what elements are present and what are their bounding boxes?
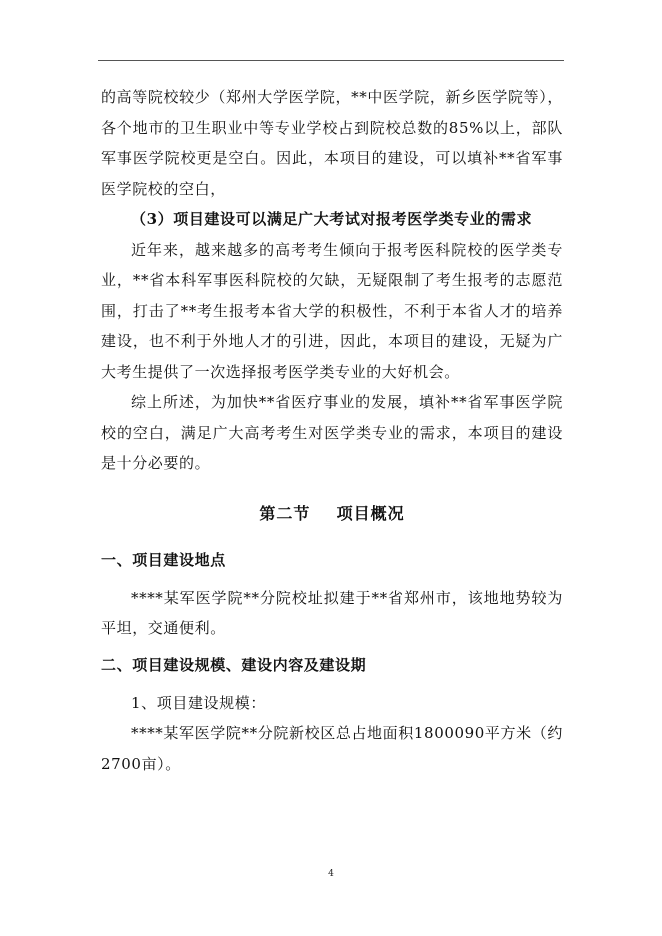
section-title: 第二节 项目概况	[259, 503, 405, 523]
document-page	[101, 82, 563, 779]
subheading-project-scale: 1、项目建设规模：	[131, 693, 266, 712]
paragraph-project-scale: ****某军医学院**分院新校区总占地面积1800090平方米（约2700亩）。	[101, 724, 563, 773]
heading-project-scale: 二、项目建设规模、建设内容及建设期	[101, 655, 367, 674]
paragraph-summary: 综上所述，为加快**省医疗事业的发展，填补**省军事医学院校的空白，满足广大高考考生对医学类专业的需求，本项目的建设是十分必要的。	[101, 393, 563, 472]
paragraph-project-location: ****某军医学院**分院校址拟建于**省郑州市，该地地势较为平坦，交通便利。	[101, 588, 563, 637]
paragraph-intro: 的高等院校较少（郑州大学医学院，**中医学院，新乡医学院等），各个地市的卫生职业中等专业学校占到院校总数的85%以上，部队军事医学院校更是空白。因此，本项目的建设，可以填补**省军事医学院校的空白，	[101, 88, 563, 198]
heading-project-location: 一、项目建设地点	[101, 550, 226, 569]
header-rule	[98, 60, 564, 61]
page-number: 4	[328, 869, 334, 879]
subheading-item-3: （3）项目建设可以满足广大考试对报考医学类专业的需求	[131, 210, 533, 228]
paragraph-recent-years: 近年来，越来越多的高考考生倾向于报考医科院校的医学类专业，**省本科军事医科院校的欠缺，无疑限制了考生报考的志愿范围，打击了**考生报考本省大学的积极性，不利于本省人才的培养建设，也不利于外地人才的引进，因此，本项目的建设，无疑为广大考生提供了一次选择报考医学类专业的大好机会。	[101, 240, 563, 381]
